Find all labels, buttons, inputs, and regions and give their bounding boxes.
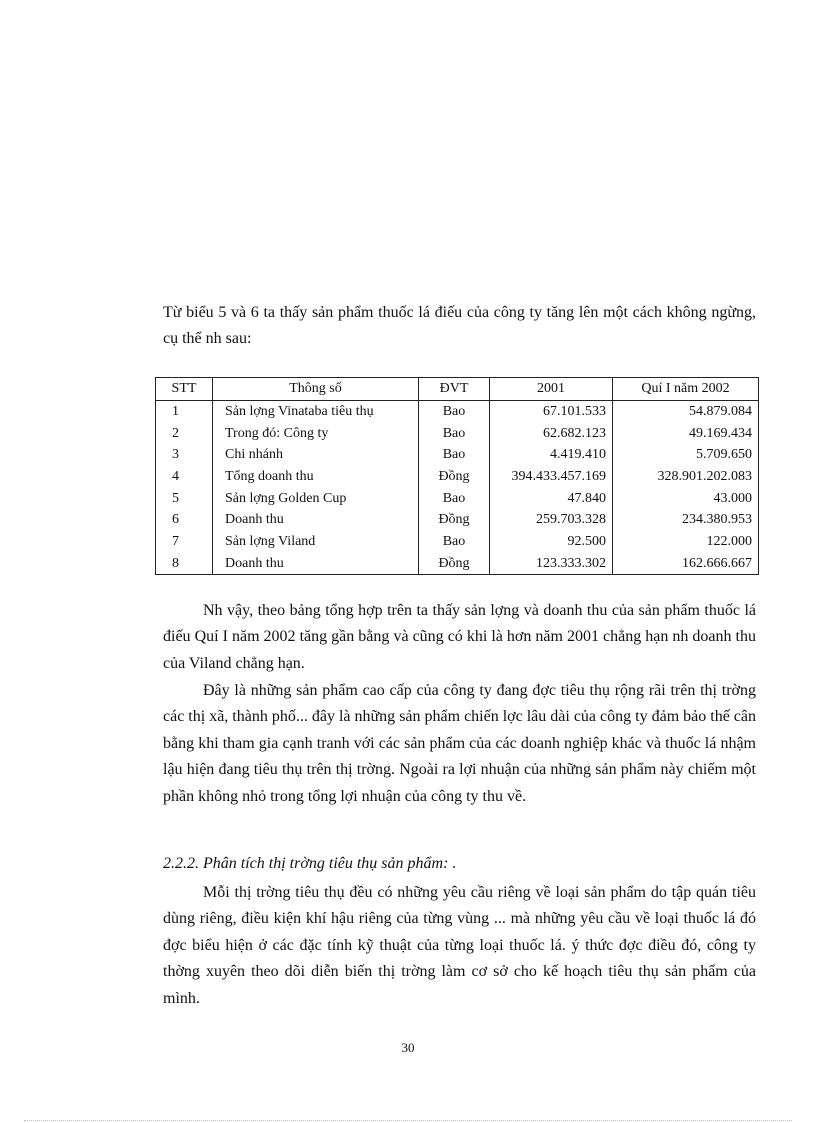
row-parameter: Trong đó: Công ty — [213, 422, 419, 444]
row-value-2001: 394.433.457.169 — [490, 466, 613, 488]
row-value-q1-2002: 162.666.667 — [613, 553, 759, 575]
table-row — [156, 531, 759, 553]
row-parameter: Doanh thu — [213, 553, 419, 575]
row-unit: Bao — [419, 444, 490, 466]
row-unit: Bao — [419, 487, 490, 509]
row-value-q1-2002: 43.000 — [613, 487, 759, 509]
table-row — [156, 466, 759, 488]
row-value-2001: 92.500 — [490, 531, 613, 553]
page-number: 30 — [401, 1040, 415, 1055]
row-value-q1-2002: 49.169.434 — [613, 422, 759, 444]
row-parameter: Sản lợng Golden Cup — [213, 487, 419, 509]
product-statistics-table — [155, 377, 759, 575]
row-value-q1-2002: 328.901.202.083 — [613, 466, 759, 488]
row-stt: 5 — [156, 487, 213, 509]
table-row — [156, 400, 759, 422]
paragraph-summary: Nh vậy, theo bảng tổng hợp trên ta thấy sản lợng và doanh thu của sản phẩm thuốc lá điếu Quí I năm 2002 tăng gần bằng và cũng có khi là hơn năm 2001 chẳng hạn nh doanh thu của Viland chẳng hạn. — [163, 602, 756, 672]
row-value-q1-2002: 54.879.084 — [613, 400, 759, 422]
intro-paragraph: Từ biểu 5 và 6 ta thấy sản phẩm thuốc lá điếu của công ty tăng lên một cách không ngừng, cụ thể nh sau: — [163, 304, 756, 347]
row-stt: 1 — [156, 400, 213, 422]
footer-divider — [24, 1120, 792, 1121]
table-row — [156, 444, 759, 466]
row-value-2001: 123.333.302 — [490, 553, 613, 575]
row-value-q1-2002: 5.709.650 — [613, 444, 759, 466]
section-heading: 2.2.2. Phân tích thị trờng tiêu thụ sản phẩm: . — [163, 855, 457, 872]
row-parameter: Tổng doanh thu — [213, 466, 419, 488]
row-stt: 3 — [156, 444, 213, 466]
paragraph-market-analysis: Mỗi thị trờng tiêu thụ đều có những yêu cầu riêng về loại sản phẩm do tập quán tiêu dùng riêng, điều kiện khí hậu riêng của từng vùng ... mà những yêu cầu về loại thuốc lá đó đợc biểu hiện ở các đặc tính kỹ thuật của từng loại thuốc lá. ý thức đợc điều đó, công ty thờng xuyên theo dõi diễn biến thị trờng làm cơ sở cho kế hoạch tiêu thụ sản phẩm của mình. — [163, 884, 756, 1007]
row-unit: Đồng — [419, 509, 490, 531]
row-parameter: Doanh thu — [213, 509, 419, 531]
row-value-2001: 259.703.328 — [490, 509, 613, 531]
row-parameter: Sản lợng Vinataba tiêu thụ — [213, 400, 419, 422]
row-value-2001: 67.101.533 — [490, 400, 613, 422]
row-value-2001: 4.419.410 — [490, 444, 613, 466]
row-parameter: Sản lợng Viland — [213, 531, 419, 553]
row-unit: Bao — [419, 422, 490, 444]
row-stt: 8 — [156, 553, 213, 575]
table-header-row — [156, 378, 759, 401]
row-value-2001: 62.682.123 — [490, 422, 613, 444]
row-value-q1-2002: 234.380.953 — [613, 509, 759, 531]
row-unit: Bao — [419, 400, 490, 422]
row-stt: 4 — [156, 466, 213, 488]
header-unit: ĐVT — [419, 378, 490, 401]
row-value-2001: 47.840 — [490, 487, 613, 509]
row-value-q1-2002: 122.000 — [613, 531, 759, 553]
row-unit: Bao — [419, 531, 490, 553]
table-row — [156, 553, 759, 575]
table-row — [156, 487, 759, 509]
row-unit: Đồng — [419, 553, 490, 575]
header-q1-2002: Quí I năm 2002 — [613, 378, 759, 401]
row-parameter: Chi nhánh — [213, 444, 419, 466]
header-stt: STT — [156, 378, 213, 401]
row-stt: 7 — [156, 531, 213, 553]
header-parameter: Thông số — [213, 378, 419, 401]
row-stt: 2 — [156, 422, 213, 444]
header-year-2001: 2001 — [490, 378, 613, 401]
row-unit: Đồng — [419, 466, 490, 488]
table-row — [156, 422, 759, 444]
row-stt: 6 — [156, 509, 213, 531]
paragraph-premium-products: Đây là những sản phẩm cao cấp của công ty đang đợc tiêu thụ rộng rãi trên thị trờng các thị xã, thành phố... đây là những sản phẩm chiến lợc lâu dài của công ty đảm bảo thế cân bằng khi tham gia cạnh tranh với các sản phẩm của các doanh nghiệp khác và thuốc lá nhậm lậu hiện đang tiêu thụ trên thị trờng. Ngoài ra lợi nhuận của những sản phẩm này chiếm một phần không nhỏ trong tổng lợi nhuận của công ty thu về. — [163, 682, 756, 805]
table-row — [156, 509, 759, 531]
